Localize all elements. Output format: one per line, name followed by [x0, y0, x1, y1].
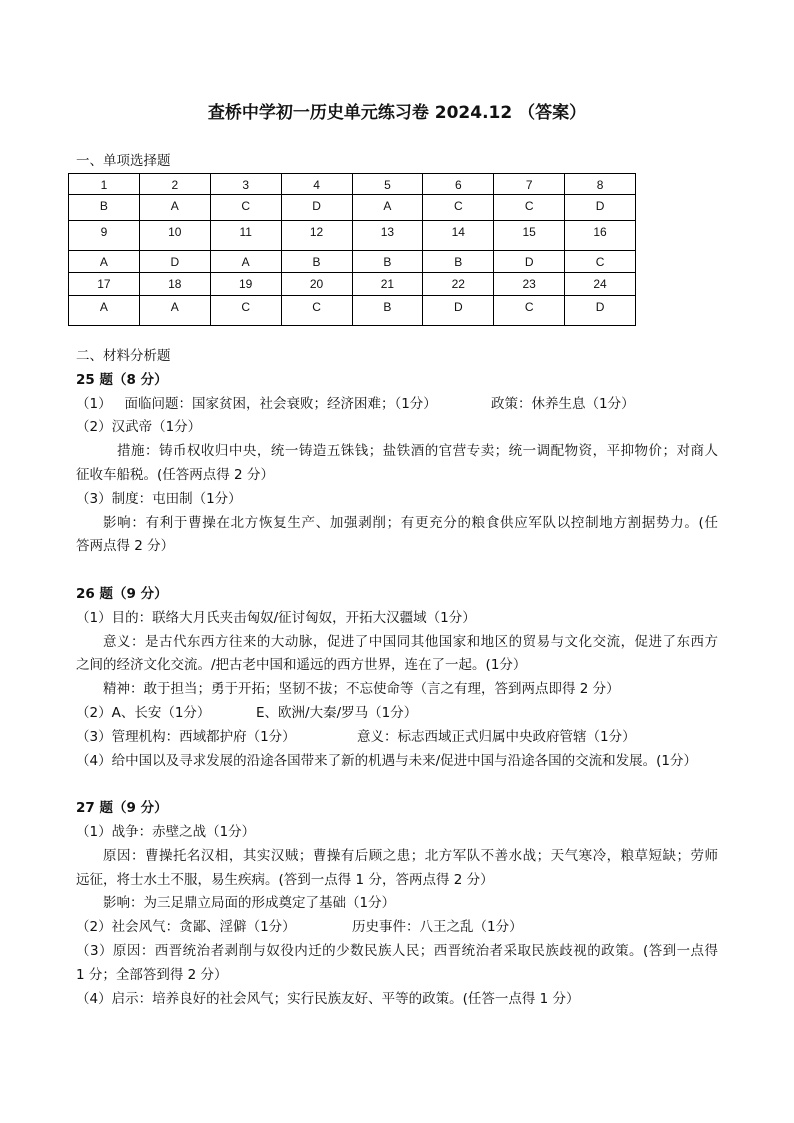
question-number-cell: 13	[352, 221, 423, 251]
question-25-part-1	[76, 393, 718, 417]
q25-part-3-impact: 影响：有利于曹操在北方恢复生产、加强剥削；有更充分的粮食供应军队以控制地方割据势力。(任	[103, 514, 718, 531]
spacer	[76, 559, 718, 583]
q27-part-1-reasons-cont: 远征，将士水土不服，易生疾病。(答到一点得 1 分，答两点得 2 分）	[76, 871, 494, 888]
q27-part-2-custom: （2）社会风气：贪鄙、淫僻（1分）	[76, 919, 296, 936]
question-25-part-2: （2）汉武帝（1分）	[76, 419, 202, 436]
question-number-cell: 17	[69, 273, 140, 296]
answer-letter-row	[69, 296, 636, 326]
q25-part-2-measures: 措施：铸币权收归中央，统一铸造五铢钱；盐铁酒的官营专卖；统一调配物资，平抑物价；对商人	[117, 443, 718, 460]
question-number-cell: 10	[139, 221, 210, 251]
question-number-cell: 15	[494, 221, 565, 251]
question-26-part-1: （1）目的：联络大月氏夹击匈奴/征讨匈奴，开拓大汉疆域（1分）	[76, 609, 476, 626]
question-number-row	[69, 174, 636, 195]
analysis-section-heading: 二、材料分析题	[76, 348, 171, 364]
q25-part-3-impact-cont: 答两点得 2 分）	[76, 538, 175, 555]
question-number-cell: 6	[423, 174, 494, 195]
question-27-part-1: （1）战争：赤壁之战（1分）	[76, 823, 256, 840]
question-number-cell: 7	[494, 174, 565, 195]
question-number-row	[69, 221, 636, 251]
question-26-heading: 26 题（9 分）	[76, 585, 168, 602]
question-26-part-2	[76, 702, 718, 726]
question-number-cell: 14	[423, 221, 494, 251]
answer-letter-cell: A	[69, 296, 140, 326]
answer-letter-cell: C	[494, 296, 565, 326]
answer-letter-cell: D	[494, 251, 565, 273]
answer-letter-cell: B	[352, 296, 423, 326]
question-number-cell: 18	[139, 273, 210, 296]
choice-answer-table	[68, 173, 636, 326]
question-number-cell: 5	[352, 174, 423, 195]
answer-letter-cell: C	[494, 195, 565, 221]
q26-part-1-significance-cont: 之间的经济文化交流。/把古老中国和遥远的西方世界，连在了一起。(1分）	[76, 657, 527, 674]
question-27-part-2	[76, 916, 718, 940]
q26-part-3-agency: （3）管理机构：西域都护府（1分）	[76, 728, 296, 745]
q26-part-3-significance: 意义：标志西域正式归属中央政府管辖（1分）	[357, 728, 636, 745]
page-title: 查桥中学初一历史单元练习卷 2024.12 （答案）	[207, 103, 587, 123]
answer-letter-cell: A	[352, 195, 423, 221]
answer-letter-cell: D	[565, 195, 636, 221]
q27-part-1-reasons: 原因：曹操托名汉相，其实汉贼；曹操有后顾之患；北方军队不善水战；天气寒冷，粮草短缺；劳师	[103, 847, 718, 864]
q26-part-1-spirit: 精神：敢于担当；勇于开拓；坚韧不拔；不忘使命等（言之有理，答到两点即得 2 分）	[103, 681, 620, 698]
answer-letter-cell: D	[139, 251, 210, 273]
answer-letter-cell: C	[423, 195, 494, 221]
answer-letter-cell: C	[210, 195, 281, 221]
answer-letter-cell: B	[352, 251, 423, 273]
answer-letter-cell: A	[139, 296, 210, 326]
question-number-cell: 8	[565, 174, 636, 195]
answer-letter-cell: C	[210, 296, 281, 326]
answer-letter-cell: D	[423, 296, 494, 326]
question-26-part-3	[76, 726, 718, 750]
question-number-cell: 20	[281, 273, 352, 296]
q26-part-1-significance: 意义：是古代东西方往来的大动脉，促进了中国同其他国家和地区的贸易与文化交流，促进了东西方	[103, 633, 718, 650]
q26-part-2-a: （2）A、长安（1分）	[76, 704, 211, 721]
q25-part-1-problems: （1） 面临问题：国家贫困，社会衰败；经济困难；（1分）	[76, 395, 437, 412]
question-number-cell: 12	[281, 221, 352, 251]
question-number-row	[69, 273, 636, 296]
question-number-cell: 21	[352, 273, 423, 296]
q27-part-3-cont: 1 分；全部答到得 2 分）	[76, 966, 228, 983]
analysis-section	[76, 345, 718, 1011]
answer-letter-cell: B	[423, 251, 494, 273]
q25-part-2-measures-cont: 征收车船税。(任答两点得 2 分）	[76, 466, 274, 483]
question-number-cell: 3	[210, 174, 281, 195]
answer-letter-row	[69, 251, 636, 273]
question-number-cell: 2	[139, 174, 210, 195]
question-number-cell: 1	[69, 174, 140, 195]
spacer	[76, 773, 718, 797]
question-number-cell: 22	[423, 273, 494, 296]
question-27-heading: 27 题（9 分）	[76, 800, 168, 817]
choice-section-heading: 一、单项选择题	[76, 153, 171, 169]
question-25-heading: 25 题（8 分）	[76, 371, 168, 388]
q27-part-2-event: 历史事件：八王之乱（1分）	[352, 919, 523, 936]
answer-letter-row	[69, 195, 636, 221]
answer-letter-cell: A	[210, 251, 281, 273]
q27-part-1-impact: 影响：为三足鼎立局面的形成奠定了基础（1分）	[103, 895, 396, 912]
answer-letter-cell: B	[69, 195, 140, 221]
q26-part-2-e: E、欧洲/大秦/罗马（1分）	[256, 704, 418, 721]
question-26-part-4: （4）给中国以及寻求发展的沿途各国带来了新的机遇与未来/促进中国与沿途各国的交流和发展。(1分）	[76, 752, 697, 769]
question-number-cell: 4	[281, 174, 352, 195]
answer-letter-cell: B	[281, 251, 352, 273]
question-number-cell: 9	[69, 221, 140, 251]
question-number-cell: 24	[565, 273, 636, 296]
q25-part-1-policy: 政策：休养生息（1分）	[491, 395, 635, 412]
question-number-cell: 19	[210, 273, 281, 296]
question-27-part-4: （4）启示：培养良好的社会风气；实行民族友好、平等的政策。(任答一点得 1 分）	[76, 990, 580, 1007]
answer-letter-cell: D	[281, 195, 352, 221]
question-25-part-3: （3）制度：屯田制（1分）	[76, 490, 242, 507]
question-number-cell: 16	[565, 221, 636, 251]
question-number-cell: 23	[494, 273, 565, 296]
answer-letter-cell: C	[281, 296, 352, 326]
answer-letter-cell: C	[565, 251, 636, 273]
answer-letter-cell: D	[565, 296, 636, 326]
answer-letter-cell: A	[69, 251, 140, 273]
question-27-part-3: （3）原因：西晋统治者剥削与奴役内迁的少数民族人民；西晋统治者采取民族歧视的政策。(答到一点得	[76, 942, 718, 959]
question-number-cell: 11	[210, 221, 281, 251]
answer-letter-cell: A	[139, 195, 210, 221]
